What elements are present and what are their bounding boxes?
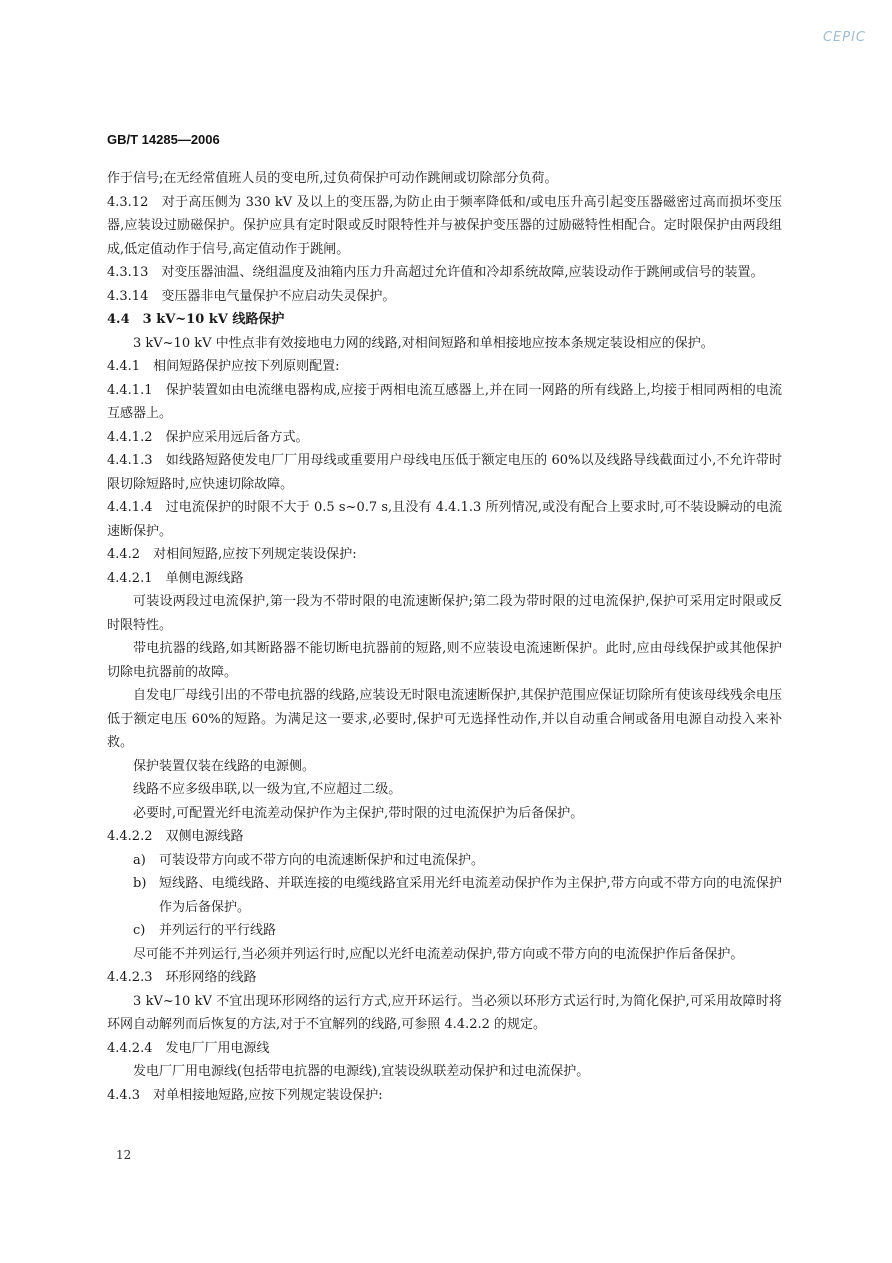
- paragraph: 自发电厂母线引出的不带电抗器的线路,应装设无时限电流速断保护,其保护范围应保证切除所有使该母线残余电压低于额定电压 60%的短路。为满足这一要求,必要时,保护可无选择性动作,并以自动重合闸或备用电源自动投入来补救。: [107, 688, 782, 750]
- list-marker: a): [133, 852, 146, 868]
- paragraph: 保护装置仅装在线路的电源侧。: [133, 758, 316, 774]
- paragraph: 可装设两段过电流保护,第一段为不带时限的电流速断保护;第二段为带时限的过电流保护,保护可采用定时限或反时限特性。: [107, 594, 782, 633]
- paragraph: 发电厂厂用电源线(包括带电抗器的电源线),宜装设纵联差动保护和过电流保护。: [133, 1064, 590, 1079]
- list-item-c: [107, 919, 782, 943]
- clause-4-4-1-1: 4.4.1.1 保护装置如由电流继电器构成,应接于两相电流互感器上,并在同一网路的所有线路上,均接于相同两相的电流互感器上。: [107, 382, 782, 421]
- clause-4-3-14: 4.3.14 变压器非电气量保护不应启动失灵保护。: [107, 288, 396, 304]
- list-text: 短线路、电缆线路、并联连接的电缆线路宜采用光纤电流差动保护作为主保护,带方向或不带方向的电流保护作为后备保护。: [159, 876, 782, 915]
- section-heading-4-4: 4.4 3 kV~10 kV 线路保护: [107, 312, 285, 327]
- clause-4-4-1-3: 4.4.1.3 如线路短路使发电厂厂用母线或重要用户母线电压低于额定电压的 60%以及线路导线截面过小,不允许带时限切除短路时,应快速切除故障。: [107, 453, 782, 492]
- clause-4-3-12: 4.3.12 对于高压侧为 330 kV 及以上的变压器,为防止由于频率降低和/或电压升高引起变压器磁密过高而损坏变压器,应装设过励磁保护。保护应具有定时限或反时限特性并与被保护变压器的过励磁特性相配合。定时限保护由两段组成,低定值动作于信号,高定值动作于跳闸。: [107, 194, 782, 257]
- paragraph: 作于信号;在无经常值班人员的变电所,过负荷保护可动作跳闸或切除部分负荷。: [107, 171, 558, 186]
- list-marker: c): [133, 923, 146, 938]
- standard-number-header: GB/T 14285—2006: [107, 132, 220, 147]
- clause-4-4-3: 4.4.3 对单相接地短路,应按下列规定装设保护:: [107, 1087, 383, 1103]
- clause-4-4-1-2: 4.4.1.2 保护应采用远后备方式。: [107, 429, 309, 445]
- clause-4-4-2: 4.4.2 对相间短路,应按下列规定装设保护:: [107, 547, 357, 562]
- list-marker: b): [133, 876, 147, 891]
- list-text: 可装设带方向或不带方向的电流速断保护和过电流保护。: [159, 852, 485, 868]
- clause-4-4-1-4: 4.4.1.4 过电流保护的时限不大于 0.5 s~0.7 s,且没有 4.4.1.3 所列情况,或没有配合上要求时,可不装设瞬动的电流速断保护。: [107, 500, 782, 539]
- paragraph: 必要时,可配置光纤电流差动保护作为主保护,带时限的过电流保护为后备保护。: [133, 805, 584, 821]
- paragraph: 3 kV~10 kV 中性点非有效接地电力网的线路,对相间短路和单相接地应按本条规定装设相应的保护。: [133, 335, 714, 351]
- clause-4-4-2-3: 4.4.2.3 环形网络的线路: [107, 970, 257, 985]
- clause-4-4-2-4: 4.4.2.4 发电厂厂用电源线: [107, 1040, 270, 1056]
- paragraph: 线路不应多级串联,以一级为宜,不应超过二级。: [133, 782, 402, 797]
- paragraph: 尽可能不并列运行,当必须并列运行时,应配以光纤电流差动保护,带方向或不带方向的电流保护作后备保护。: [133, 946, 744, 962]
- paragraph: 带电抗器的线路,如其断路器不能切断电抗器前的短路,则不应装设电流速断保护。此时,应由母线保护或其他保护切除电抗器前的故障。: [107, 641, 782, 680]
- document-body: [107, 167, 782, 1107]
- clause-4-3-13: 4.3.13 对变压器油温、绕组温度及油箱内压力升高超过允许值和冷却系统故障,应装设动作于跳闸或信号的装置。: [107, 265, 764, 280]
- list-item-a: [107, 849, 782, 873]
- list-text: 并列运行的平行线路: [159, 923, 277, 938]
- cepic-logo: CEPIC: [822, 30, 866, 45]
- page-number: 12: [116, 1148, 132, 1162]
- list-item-b: [107, 872, 782, 919]
- clause-4-4-2-2: 4.4.2.2 双侧电源线路: [107, 829, 244, 844]
- paragraph: 3 kV~10 kV 不宜出现环形网络的运行方式,应开环运行。当必须以环形方式运行时,为简化保护,可采用故障时将环网自动解列而后恢复的方法,对于不宜解列的线路,可参照 4.4.2.2 的规定。: [107, 993, 782, 1032]
- clause-4-4-2-1: 4.4.2.1 单侧电源线路: [107, 570, 244, 586]
- clause-4-4-1: 4.4.1 相间短路保护应按下列原则配置:: [107, 359, 340, 374]
